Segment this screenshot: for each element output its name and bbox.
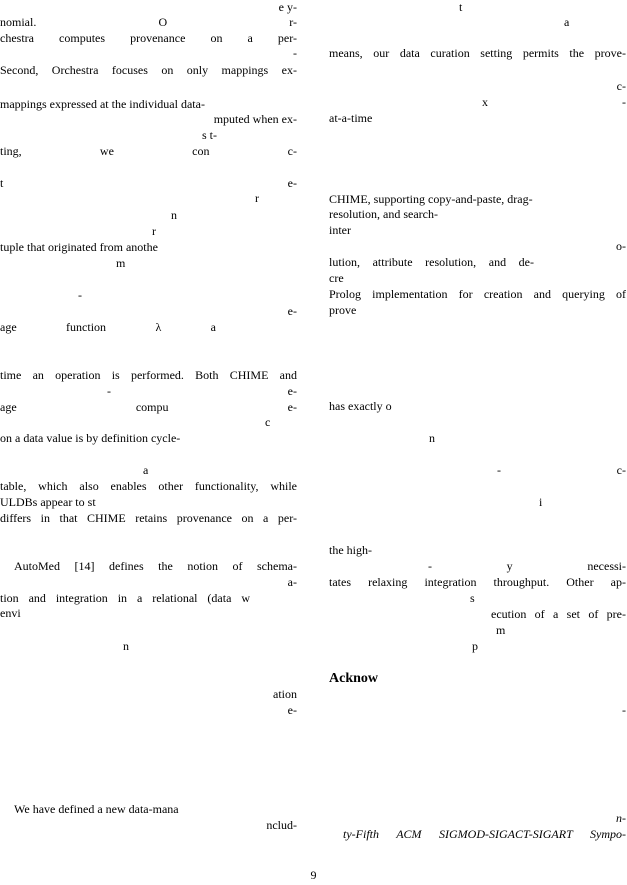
text-line: - xyxy=(78,288,82,302)
text-line: - y necessi- xyxy=(428,559,626,573)
text-line: o- xyxy=(616,239,626,253)
text-line: differs in that CHIME retains provenance on a per- xyxy=(0,511,297,525)
text-line: age compu e- xyxy=(0,400,297,414)
text-line: We have defined a new data-mana xyxy=(14,802,179,816)
text-line: p xyxy=(472,639,478,653)
text-line: e- xyxy=(287,304,297,318)
text-line: - e- xyxy=(107,384,297,398)
text-line: time an operation is performed. Both CHIME and xyxy=(0,368,297,382)
text-line: e- xyxy=(287,703,297,717)
text-line: n xyxy=(123,639,129,653)
text-line: ecution of a set of pre- xyxy=(491,607,626,621)
text-line: mputed when ex- xyxy=(213,112,297,126)
section-heading: Acknow xyxy=(329,671,379,686)
text-line: tuple that originated from anothe xyxy=(0,240,158,254)
text-line: mappings expressed at the individual data- xyxy=(0,97,205,111)
text-line: s t- xyxy=(202,128,217,142)
text-line: m xyxy=(496,623,506,637)
text-line: the high- xyxy=(329,543,372,557)
text-line: envi xyxy=(0,606,21,620)
text-line: c- xyxy=(616,79,626,93)
text-line: ation xyxy=(273,687,297,701)
text-line: - xyxy=(293,46,297,60)
text-line: lution, attribute resolution, and de- xyxy=(329,255,534,269)
text-line: r xyxy=(255,191,259,205)
text-line: - c- xyxy=(497,463,626,477)
text-line: ty-Fifth ACM SIGMOD-SIGACT-SIGART Sympo- xyxy=(343,827,626,841)
text-line: means, our data curation setting permits the prove- xyxy=(329,46,626,60)
text-line: t e- xyxy=(0,176,297,190)
text-line: n xyxy=(429,431,435,445)
text-line: tion and integration in a relational (data w xyxy=(0,591,250,605)
text-line: chestra computes provenance on a per- xyxy=(0,31,297,45)
text-line: - xyxy=(622,703,626,717)
text-line: prove xyxy=(329,303,357,317)
text-line: cre xyxy=(329,271,344,285)
text-line: s xyxy=(470,591,475,605)
text-line: t xyxy=(459,0,463,14)
text-line: a xyxy=(143,463,149,477)
text-line: e y- xyxy=(278,0,297,14)
text-line: Prolog implementation for creation and querying of xyxy=(329,287,626,301)
text-line: x - xyxy=(482,95,626,109)
text-line: resolution, and search- xyxy=(329,207,438,221)
text-line: n- xyxy=(616,811,626,825)
text-line: Second, Orchestra focuses on only mappings ex- xyxy=(0,63,297,77)
text-line: CHIME, supporting copy-and-paste, drag- xyxy=(329,192,533,206)
text-line: i xyxy=(539,495,543,509)
text-line: a xyxy=(564,15,570,29)
text-line: ULDBs appear to st xyxy=(0,495,96,509)
text-line: nomial. O r- xyxy=(0,15,297,29)
text-line: a- xyxy=(287,575,297,589)
text-line: has exactly o xyxy=(329,399,392,413)
text-line: r xyxy=(152,224,156,238)
text-line: age function λ a xyxy=(0,320,216,334)
page-number: 9 xyxy=(310,868,317,882)
text-line: at-a-time xyxy=(329,111,373,125)
text-line: AutoMed [14] defines the notion of schema- xyxy=(14,559,297,573)
text-line: ting, we con c- xyxy=(0,144,297,158)
text-line: m xyxy=(116,256,126,270)
text-line: c xyxy=(265,415,271,429)
text-line: table, which also enables other functionality, while xyxy=(0,479,297,493)
text-line: inter xyxy=(329,223,351,237)
text-line: on a data value is by definition cycle- xyxy=(0,431,181,445)
text-line: nclud- xyxy=(266,818,297,832)
text-line: n xyxy=(171,208,177,222)
text-line: tates relaxing integration throughput. Other ap- xyxy=(329,575,626,589)
